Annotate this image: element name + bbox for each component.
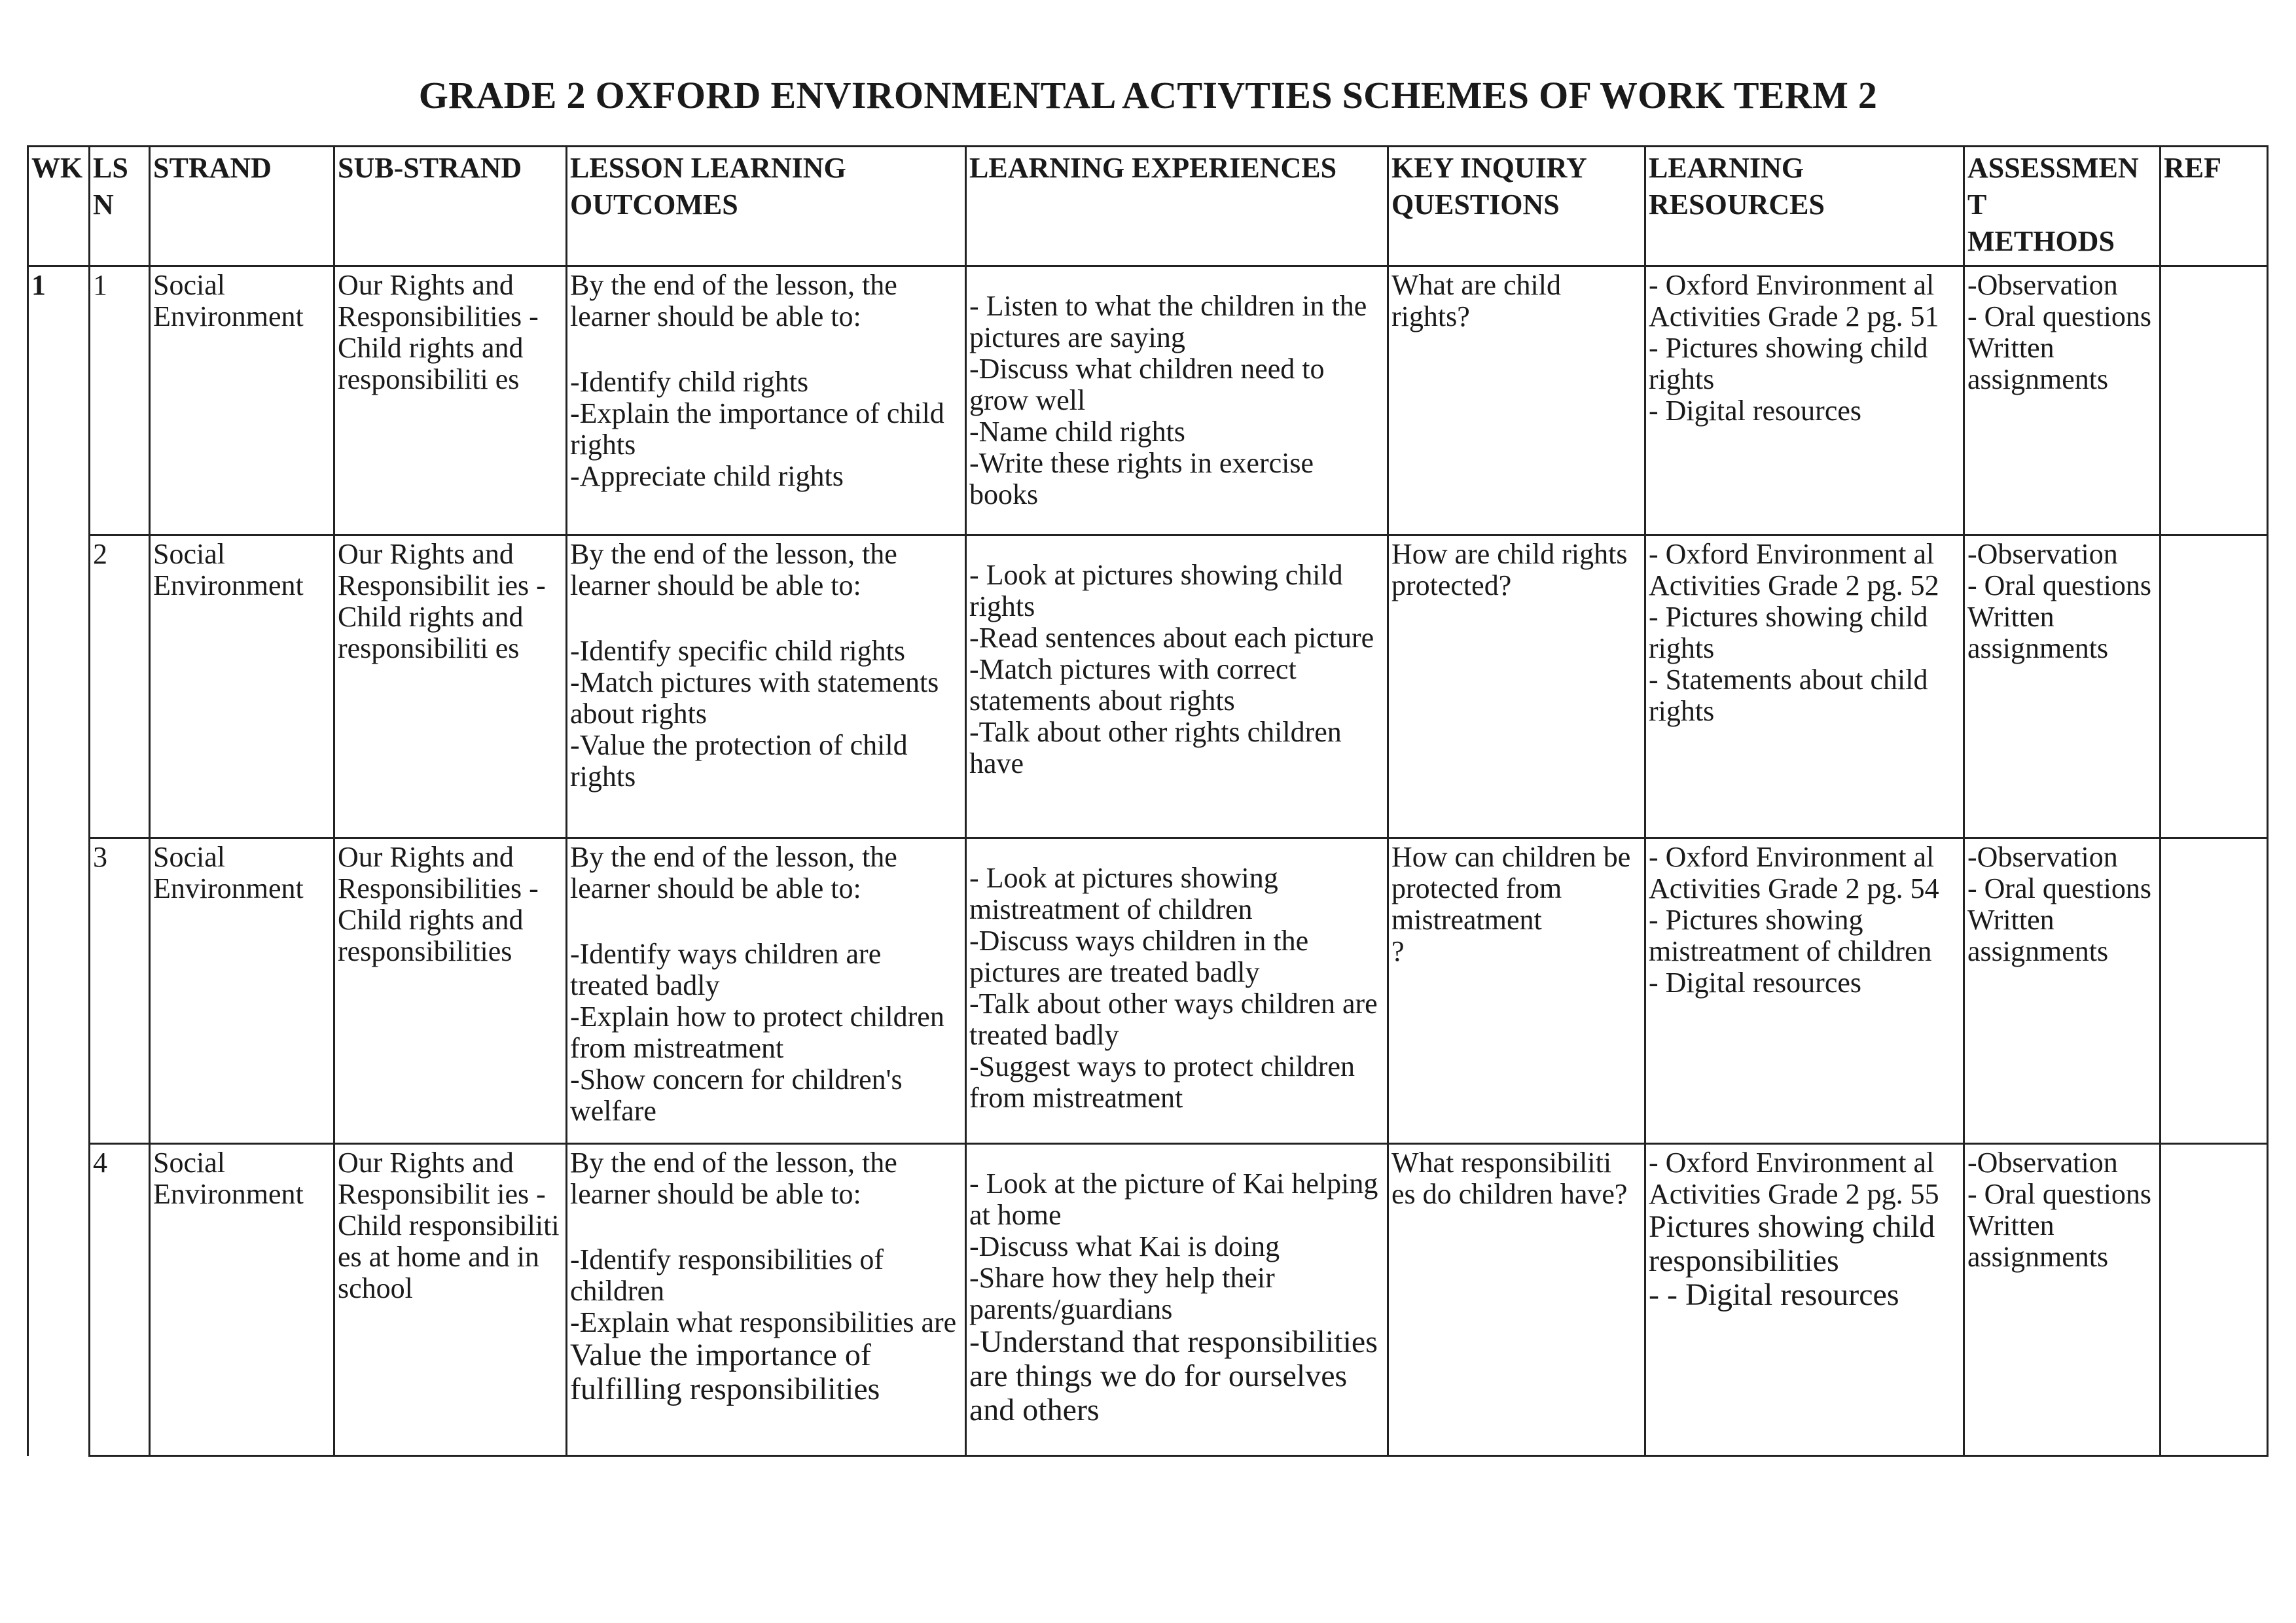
- assessment-item: -Observation: [1967, 1147, 2118, 1179]
- outcomes-intro: By the end of the lesson, the learner should be able to:: [570, 269, 897, 332]
- resource-item: - Statements about child rights: [1649, 664, 1928, 727]
- experience-item: - Look at pictures showing mistreatment of children: [969, 862, 1278, 925]
- experience-item: -Talk about other ways children are treated badly: [969, 988, 1378, 1051]
- outcomes-cell: [567, 838, 966, 1144]
- resources-cell: [1645, 838, 1964, 1144]
- experience-item: -Name child rights: [969, 416, 1185, 448]
- table-row: [28, 535, 2268, 838]
- assessment-item: - Oral questions Written assignments: [1967, 1178, 2152, 1273]
- experience-item: -Discuss ways children in the pictures are treated badly: [969, 925, 1309, 988]
- inquiry-cell: What responsibiliti es do children have?: [1388, 1144, 1645, 1456]
- assessment-item: -Observation: [1967, 538, 2118, 570]
- outcome-item: -Match pictures with statements about rights: [570, 666, 939, 730]
- assessment-cell: [1964, 266, 2161, 535]
- experience-item: -Understand that responsibilities are things we do for ourselves and others: [969, 1325, 1378, 1427]
- week-cell: 1: [28, 266, 90, 1456]
- sub-strand-cell: Our Rights and Responsibilities - Child rights and responsibiliti es: [334, 266, 567, 535]
- table-row: [28, 1144, 2268, 1456]
- table-row: [28, 838, 2268, 1144]
- resources-cell: [1645, 1144, 1964, 1456]
- inquiry-cell: How are child rights protected?: [1388, 535, 1645, 838]
- assessment-cell: [1964, 838, 2161, 1144]
- experience-item: -Suggest ways to protect children from mistreatment: [969, 1050, 1355, 1114]
- experiences-cell: [966, 266, 1388, 535]
- experiences-cell: [966, 535, 1388, 838]
- table-header-row: [28, 147, 2268, 266]
- outcome-item: -Explain the importance of child rights: [570, 397, 944, 461]
- experiences-cell: [966, 838, 1388, 1144]
- resource-item: - Pictures showing child rights: [1649, 601, 1928, 664]
- resource-item: - Pictures showing child rights: [1649, 332, 1928, 395]
- assessment-item: - Oral questions Written assignments: [1967, 300, 2152, 395]
- header-ref: REF: [2161, 147, 2268, 266]
- header-learning-outcomes: LESSON LEARNING OUTCOMES: [567, 147, 966, 266]
- experience-item: - Look at pictures showing child rights: [969, 559, 1343, 622]
- resources-cell: [1645, 266, 1964, 535]
- resource-item: - - Digital resources: [1649, 1277, 1899, 1312]
- outcome-item: -Explain how to protect children from mistreatment: [570, 1001, 944, 1064]
- inquiry-tail: ?: [1391, 935, 1405, 967]
- header-lsn: LSN: [90, 147, 150, 266]
- ref-cell: [2161, 266, 2268, 535]
- resource-item: - Oxford Environment al Activities Grade 2 pg. 51: [1649, 269, 1939, 332]
- outcome-item: -Identify specific child rights: [570, 635, 905, 667]
- experience-item: -Write these rights in exercise books: [969, 447, 1314, 510]
- outcome-item: Value the importance of fulfilling responsibilities: [570, 1338, 880, 1406]
- outcome-item: -Explain what responsibilities are: [570, 1306, 957, 1338]
- sub-strand-cell: Our Rights and Responsibilities - Child rights and responsibilities: [334, 838, 567, 1144]
- experiences-cell: [966, 1144, 1388, 1456]
- header-sub-strand: SUB-STRAND: [334, 147, 567, 266]
- resource-item: - Oxford Environment al Activities Grade 2 pg. 55: [1649, 1147, 1939, 1210]
- ref-cell: [2161, 838, 2268, 1144]
- assessment-item: - Oral questions Written assignments: [1967, 569, 2152, 664]
- resource-item: Pictures showing child responsibilities: [1649, 1209, 1935, 1278]
- assessment-item: - Oral questions Written assignments: [1967, 872, 2152, 967]
- outcomes-cell: [567, 1144, 966, 1456]
- lesson-number: 1: [90, 266, 150, 535]
- outcomes-intro: By the end of the lesson, the learner should be able to:: [570, 1147, 897, 1210]
- header-learning-resources: LEARNING RESOURCES: [1645, 147, 1964, 266]
- document-title: GRADE 2 OXFORD ENVIRONMENTAL ACTIVTIES SCHEMES OF WORK TERM 2: [418, 74, 1878, 116]
- sub-strand-cell: Our Rights and Responsibilit ies - Child responsibiliti es at home and in school: [334, 1144, 567, 1456]
- outcome-item: -Identify ways children are treated badly: [570, 938, 882, 1001]
- header-learning-experiences: LEARNING EXPERIENCES: [966, 147, 1388, 266]
- header-assessment-methods: ASSESSMEN T METHODS: [1964, 147, 2161, 266]
- experience-item: -Discuss what children need to grow well: [969, 353, 1325, 416]
- outcomes-intro: By the end of the lesson, the learner should be able to:: [570, 841, 897, 904]
- ref-cell: [2161, 1144, 2268, 1456]
- header-strand: STRAND: [150, 147, 334, 266]
- resource-item: - Digital resources: [1649, 395, 1861, 427]
- header-wk: WK: [28, 147, 90, 266]
- assessment-cell: [1964, 1144, 2161, 1456]
- experience-item: -Talk about other rights children have: [969, 716, 1342, 779]
- strand-cell: Social Environment: [150, 838, 334, 1144]
- inquiry-cell: What are child rights?: [1388, 266, 1645, 535]
- inquiry-text: How can children be protected from mistreatment: [1391, 841, 1631, 936]
- resource-item: - Oxford Environment al Activities Grade 2 pg. 54: [1649, 841, 1939, 904]
- lesson-number: 2: [90, 535, 150, 838]
- experience-item: -Match pictures with correct statements about rights: [969, 653, 1297, 717]
- outcome-item: -Show concern for children's welfare: [570, 1063, 903, 1127]
- outcomes-cell: [567, 266, 966, 535]
- assessment-item: -Observation: [1967, 841, 2118, 873]
- experience-item: -Discuss what Kai is doing: [969, 1230, 1280, 1262]
- experience-item: -Read sentences about each picture: [969, 622, 1374, 654]
- experience-item: - Look at the picture of Kai helping at home: [969, 1168, 1378, 1231]
- strand-cell: Social Environment: [150, 1144, 334, 1456]
- outcomes-intro: By the end of the lesson, the learner should be able to:: [570, 538, 897, 601]
- resource-item: - Oxford Environment al Activities Grade 2 pg. 52: [1649, 538, 1939, 601]
- resources-cell: [1645, 535, 1964, 838]
- outcome-item: -Value the protection of child rights: [570, 729, 908, 793]
- strand-cell: Social Environment: [150, 266, 334, 535]
- resource-item: - Pictures showing mistreatment of children: [1649, 904, 1932, 967]
- resource-item: - Digital resources: [1649, 967, 1861, 999]
- ref-cell: [2161, 535, 2268, 838]
- sub-strand-cell: Our Rights and Responsibilit ies - Child rights and responsibiliti es: [334, 535, 567, 838]
- header-key-inquiry: KEY INQUIRY QUESTIONS: [1388, 147, 1645, 266]
- lesson-number: 3: [90, 838, 150, 1144]
- inquiry-cell: [1388, 838, 1645, 1144]
- experience-item: - Listen to what the children in the pictures are saying: [969, 290, 1367, 353]
- assessment-cell: [1964, 535, 2161, 838]
- scheme-of-work-table: [27, 145, 2269, 1457]
- assessment-item: -Observation: [1967, 269, 2118, 301]
- table-row: [28, 266, 2268, 535]
- outcome-item: -Appreciate child rights: [570, 460, 844, 492]
- outcomes-cell: [567, 535, 966, 838]
- outcome-item: -Identify responsibilities of children: [570, 1243, 884, 1307]
- experience-item: -Share how they help their parents/guardians: [969, 1262, 1275, 1325]
- outcome-item: -Identify child rights: [570, 366, 809, 398]
- lesson-number: 4: [90, 1144, 150, 1456]
- strand-cell: Social Environment: [150, 535, 334, 838]
